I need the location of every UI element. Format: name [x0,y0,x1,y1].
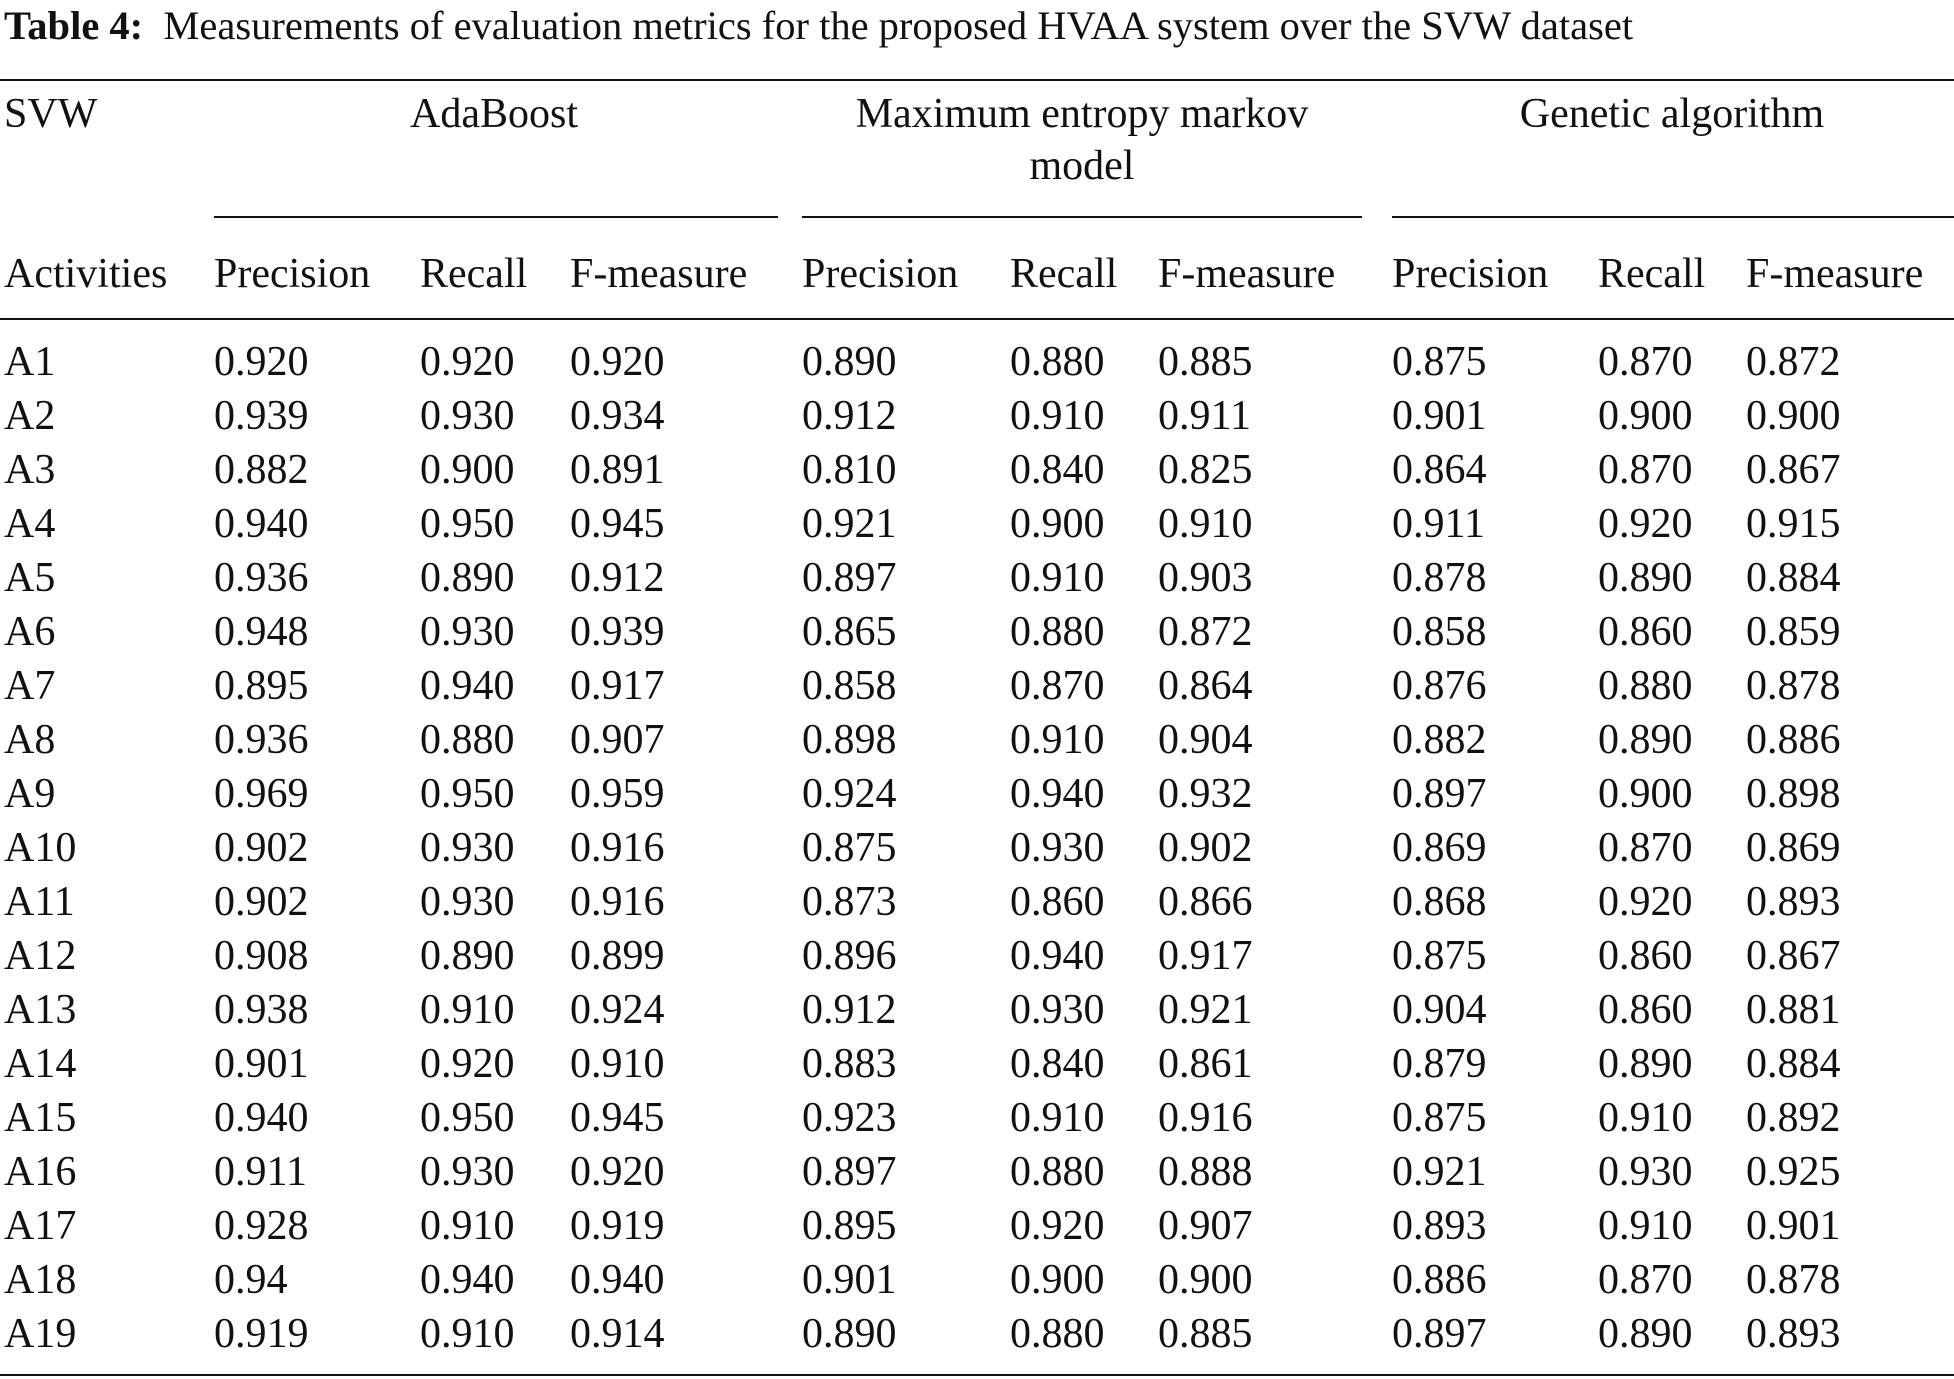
activity-cell: A11 [4,879,75,925]
value-cell: 0.869 [1746,825,1841,871]
value-cell: 0.870 [1010,663,1105,709]
value-cell: 0.897 [802,1149,897,1195]
value-cell: 0.897 [1392,1311,1487,1357]
value-cell: 0.882 [1392,717,1487,763]
value-cell: 0.900 [1598,393,1693,439]
value-cell: 0.878 [1392,555,1487,601]
activity-cell: A13 [4,987,77,1033]
value-cell: 0.900 [1010,1257,1105,1303]
value-cell: 0.896 [802,933,897,979]
value-cell: 0.880 [420,717,515,763]
value-cell: 0.940 [1010,771,1105,817]
activity-cell: A14 [4,1041,77,1087]
value-cell: 0.898 [802,717,897,763]
table-row [0,608,1954,662]
value-cell: 0.897 [1392,771,1487,817]
value-cell: 0.921 [1392,1149,1487,1195]
value-cell: 0.875 [1392,1095,1487,1141]
value-cell: 0.928 [214,1203,309,1249]
value-cell: 0.900 [1746,393,1841,439]
value-cell: 0.898 [1746,771,1841,817]
value-cell: 0.880 [1010,1311,1105,1357]
value-cell: 0.930 [420,393,515,439]
value-cell: 0.910 [1598,1203,1693,1249]
value-cell: 0.892 [1746,1095,1841,1141]
value-cell: 0.969 [214,771,309,817]
value-cell: 0.872 [1746,339,1841,385]
value-cell: 0.890 [1598,717,1693,763]
activity-cell: A18 [4,1257,77,1303]
value-cell: 0.930 [1010,987,1105,1033]
value-cell: 0.899 [570,933,665,979]
value-cell: 0.865 [802,609,897,655]
value-cell: 0.908 [214,933,309,979]
value-cell: 0.939 [214,393,309,439]
value-cell: 0.920 [214,339,309,385]
value-cell: 0.880 [1010,339,1105,385]
table-row [0,1202,1954,1256]
stub-header: SVW [4,91,98,137]
value-cell: 0.870 [1598,447,1693,493]
value-cell: 0.921 [1158,987,1253,1033]
table-row [0,1148,1954,1202]
value-cell: 0.876 [1392,663,1487,709]
value-cell: 0.920 [420,339,515,385]
group-header-genetic: Genetic algorithm [1519,91,1825,137]
value-cell: 0.932 [1158,771,1253,817]
value-cell: 0.948 [214,609,309,655]
subcol-header: F-measure [1746,251,1924,297]
value-cell: 0.890 [1598,1041,1693,1087]
value-cell: 0.840 [1010,447,1105,493]
value-cell: 0.950 [420,501,515,547]
value-cell: 0.959 [570,771,665,817]
activity-cell: A9 [4,771,56,817]
activity-cell: A19 [4,1311,77,1357]
value-cell: 0.875 [1392,339,1487,385]
activity-cell: A10 [4,825,77,871]
value-cell: 0.890 [420,933,515,979]
value-cell: 0.878 [1746,663,1841,709]
subcol-header: Precision [802,251,959,297]
value-cell: 0.866 [1158,879,1253,925]
value-cell: 0.910 [1010,1095,1105,1141]
value-cell: 0.878 [1746,1257,1841,1303]
value-cell: 0.936 [214,555,309,601]
value-cell: 0.860 [1598,609,1693,655]
value-cell: 0.810 [802,447,897,493]
value-cell: 0.934 [570,393,665,439]
value-cell: 0.895 [214,663,309,709]
value-cell: 0.897 [802,555,897,601]
value-cell: 0.912 [570,555,665,601]
table-row [0,1094,1954,1148]
value-cell: 0.864 [1158,663,1253,709]
value-cell: 0.867 [1746,447,1841,493]
table-row [0,1040,1954,1094]
value-cell: 0.945 [570,501,665,547]
value-cell: 0.864 [1392,447,1487,493]
group-rule-adaboost [214,216,778,218]
value-cell: 0.910 [1010,717,1105,763]
value-cell: 0.920 [1598,501,1693,547]
value-cell: 0.883 [802,1041,897,1087]
table-row [0,1256,1954,1310]
activity-cell: A4 [4,501,56,547]
table-row [0,824,1954,878]
value-cell: 0.910 [1010,393,1105,439]
activity-cell: A1 [4,339,56,385]
value-cell: 0.940 [214,501,309,547]
table-row [0,338,1954,392]
value-cell: 0.921 [802,501,897,547]
subcol-header: F-measure [570,251,748,297]
value-cell: 0.901 [1746,1203,1841,1249]
value-cell: 0.924 [570,987,665,1033]
value-cell: 0.911 [1392,501,1485,547]
value-cell: 0.882 [214,447,309,493]
value-cell: 0.904 [1158,717,1253,763]
value-cell: 0.940 [214,1095,309,1141]
value-cell: 0.938 [214,987,309,1033]
activity-cell: A16 [4,1149,77,1195]
value-cell: 0.885 [1158,1311,1253,1357]
value-cell: 0.890 [802,1311,897,1357]
table-row [0,878,1954,932]
value-cell: 0.873 [802,879,897,925]
group-rule-genetic [1392,216,1954,218]
value-cell: 0.901 [1392,393,1487,439]
table-row [0,392,1954,446]
value-cell: 0.880 [1010,1149,1105,1195]
header-rule [0,318,1954,320]
value-cell: 0.858 [1392,609,1487,655]
value-cell: 0.895 [802,1203,897,1249]
value-cell: 0.886 [1746,717,1841,763]
table-row [0,446,1954,500]
group-header-memm: Maximum entropy markov model [855,91,1309,189]
value-cell: 0.907 [570,717,665,763]
value-cell: 0.911 [214,1149,307,1195]
value-cell: 0.893 [1746,879,1841,925]
value-cell: 0.884 [1746,555,1841,601]
value-cell: 0.936 [214,717,309,763]
table-row [0,932,1954,986]
value-cell: 0.860 [1598,987,1693,1033]
value-cell: 0.890 [1598,1311,1693,1357]
value-cell: 0.902 [1158,825,1253,871]
value-cell: 0.907 [1158,1203,1253,1249]
value-cell: 0.914 [570,1311,665,1357]
value-cell: 0.870 [1598,825,1693,871]
activity-cell: A12 [4,933,77,979]
table-row [0,716,1954,770]
value-cell: 0.917 [570,663,665,709]
table-title: Measurements of evaluation metrics for the proposed HVAA system over the SVW dataset [163,3,1634,48]
bottom-rule [0,1374,1954,1376]
value-cell: 0.888 [1158,1149,1253,1195]
table-row [0,500,1954,554]
value-cell: 0.840 [1010,1041,1105,1087]
value-cell: 0.940 [420,663,515,709]
value-cell: 0.886 [1392,1257,1487,1303]
value-cell: 0.900 [420,447,515,493]
value-cell: 0.900 [1598,771,1693,817]
value-cell: 0.940 [420,1257,515,1303]
value-cell: 0.930 [420,825,515,871]
value-cell: 0.919 [214,1311,309,1357]
value-cell: 0.912 [802,987,897,1033]
value-cell: 0.939 [570,609,665,655]
subcol-header: Precision [214,251,371,297]
value-cell: 0.950 [420,1095,515,1141]
value-cell: 0.911 [1158,393,1251,439]
value-cell: 0.868 [1392,879,1487,925]
activity-cell: A2 [4,393,56,439]
value-cell: 0.902 [214,879,309,925]
value-cell: 0.910 [420,1203,515,1249]
value-cell: 0.917 [1158,933,1253,979]
value-cell: 0.920 [570,339,665,385]
value-cell: 0.915 [1746,501,1841,547]
activity-cell: A7 [4,663,56,709]
value-cell: 0.903 [1158,555,1253,601]
value-cell: 0.872 [1158,609,1253,655]
table-row [0,662,1954,716]
activity-cell: A6 [4,609,56,655]
value-cell: 0.930 [420,879,515,925]
value-cell: 0.875 [802,825,897,871]
group-header-adaboost: AdaBoost [410,91,578,137]
value-cell: 0.910 [570,1041,665,1087]
value-cell: 0.910 [1598,1095,1693,1141]
value-cell: 0.916 [1158,1095,1253,1141]
subcol-header: Recall [1010,251,1118,297]
value-cell: 0.904 [1392,987,1487,1033]
value-cell: 0.930 [1598,1149,1693,1195]
value-cell: 0.861 [1158,1041,1253,1087]
value-cell: 0.875 [1392,933,1487,979]
table-row [0,986,1954,1040]
subcol-header: F-measure [1158,251,1336,297]
value-cell: 0.945 [570,1095,665,1141]
row-header: Activities [4,251,168,297]
value-cell: 0.930 [420,1149,515,1195]
value-cell: 0.916 [570,825,665,871]
value-cell: 0.901 [214,1041,309,1087]
value-cell: 0.880 [1598,663,1693,709]
value-cell: 0.890 [1598,555,1693,601]
value-cell: 0.920 [1010,1203,1105,1249]
table-caption [4,2,1950,50]
value-cell: 0.94 [214,1257,288,1303]
value-cell: 0.902 [214,825,309,871]
table-row [0,1310,1954,1364]
subcol-header: Precision [1392,251,1549,297]
value-cell: 0.860 [1010,879,1105,925]
value-cell: 0.919 [570,1203,665,1249]
value-cell: 0.910 [420,1311,515,1357]
activity-cell: A5 [4,555,56,601]
value-cell: 0.893 [1392,1203,1487,1249]
value-cell: 0.950 [420,771,515,817]
activity-cell: A8 [4,717,56,763]
value-cell: 0.930 [1010,825,1105,871]
value-cell: 0.912 [802,393,897,439]
value-cell: 0.858 [802,663,897,709]
value-cell: 0.900 [1158,1257,1253,1303]
value-cell: 0.901 [802,1257,897,1303]
value-cell: 0.920 [570,1149,665,1195]
value-cell: 0.890 [420,555,515,601]
table-row [0,554,1954,608]
value-cell: 0.885 [1158,339,1253,385]
value-cell: 0.900 [1010,501,1105,547]
value-cell: 0.890 [802,339,897,385]
subcol-header: Recall [420,251,528,297]
value-cell: 0.910 [1158,501,1253,547]
table-label: Table 4: [4,3,144,48]
table-row [0,770,1954,824]
value-cell: 0.940 [570,1257,665,1303]
value-cell: 0.884 [1746,1041,1841,1087]
value-cell: 0.920 [420,1041,515,1087]
value-cell: 0.924 [802,771,897,817]
value-cell: 0.870 [1598,339,1693,385]
value-cell: 0.867 [1746,933,1841,979]
subcol-header: Recall [1598,251,1706,297]
group-rule-memm [802,216,1362,218]
value-cell: 0.910 [1010,555,1105,601]
top-rule [0,79,1954,81]
value-cell: 0.870 [1598,1257,1693,1303]
value-cell: 0.893 [1746,1311,1841,1357]
value-cell: 0.825 [1158,447,1253,493]
value-cell: 0.940 [1010,933,1105,979]
activity-cell: A15 [4,1095,77,1141]
value-cell: 0.930 [420,609,515,655]
value-cell: 0.923 [802,1095,897,1141]
activity-cell: A17 [4,1203,77,1249]
value-cell: 0.859 [1746,609,1841,655]
value-cell: 0.880 [1010,609,1105,655]
activity-cell: A3 [4,447,56,493]
value-cell: 0.916 [570,879,665,925]
value-cell: 0.879 [1392,1041,1487,1087]
value-cell: 0.881 [1746,987,1841,1033]
value-cell: 0.891 [570,447,665,493]
value-cell: 0.869 [1392,825,1487,871]
value-cell: 0.920 [1598,879,1693,925]
value-cell: 0.860 [1598,933,1693,979]
value-cell: 0.925 [1746,1149,1841,1195]
value-cell: 0.910 [420,987,515,1033]
